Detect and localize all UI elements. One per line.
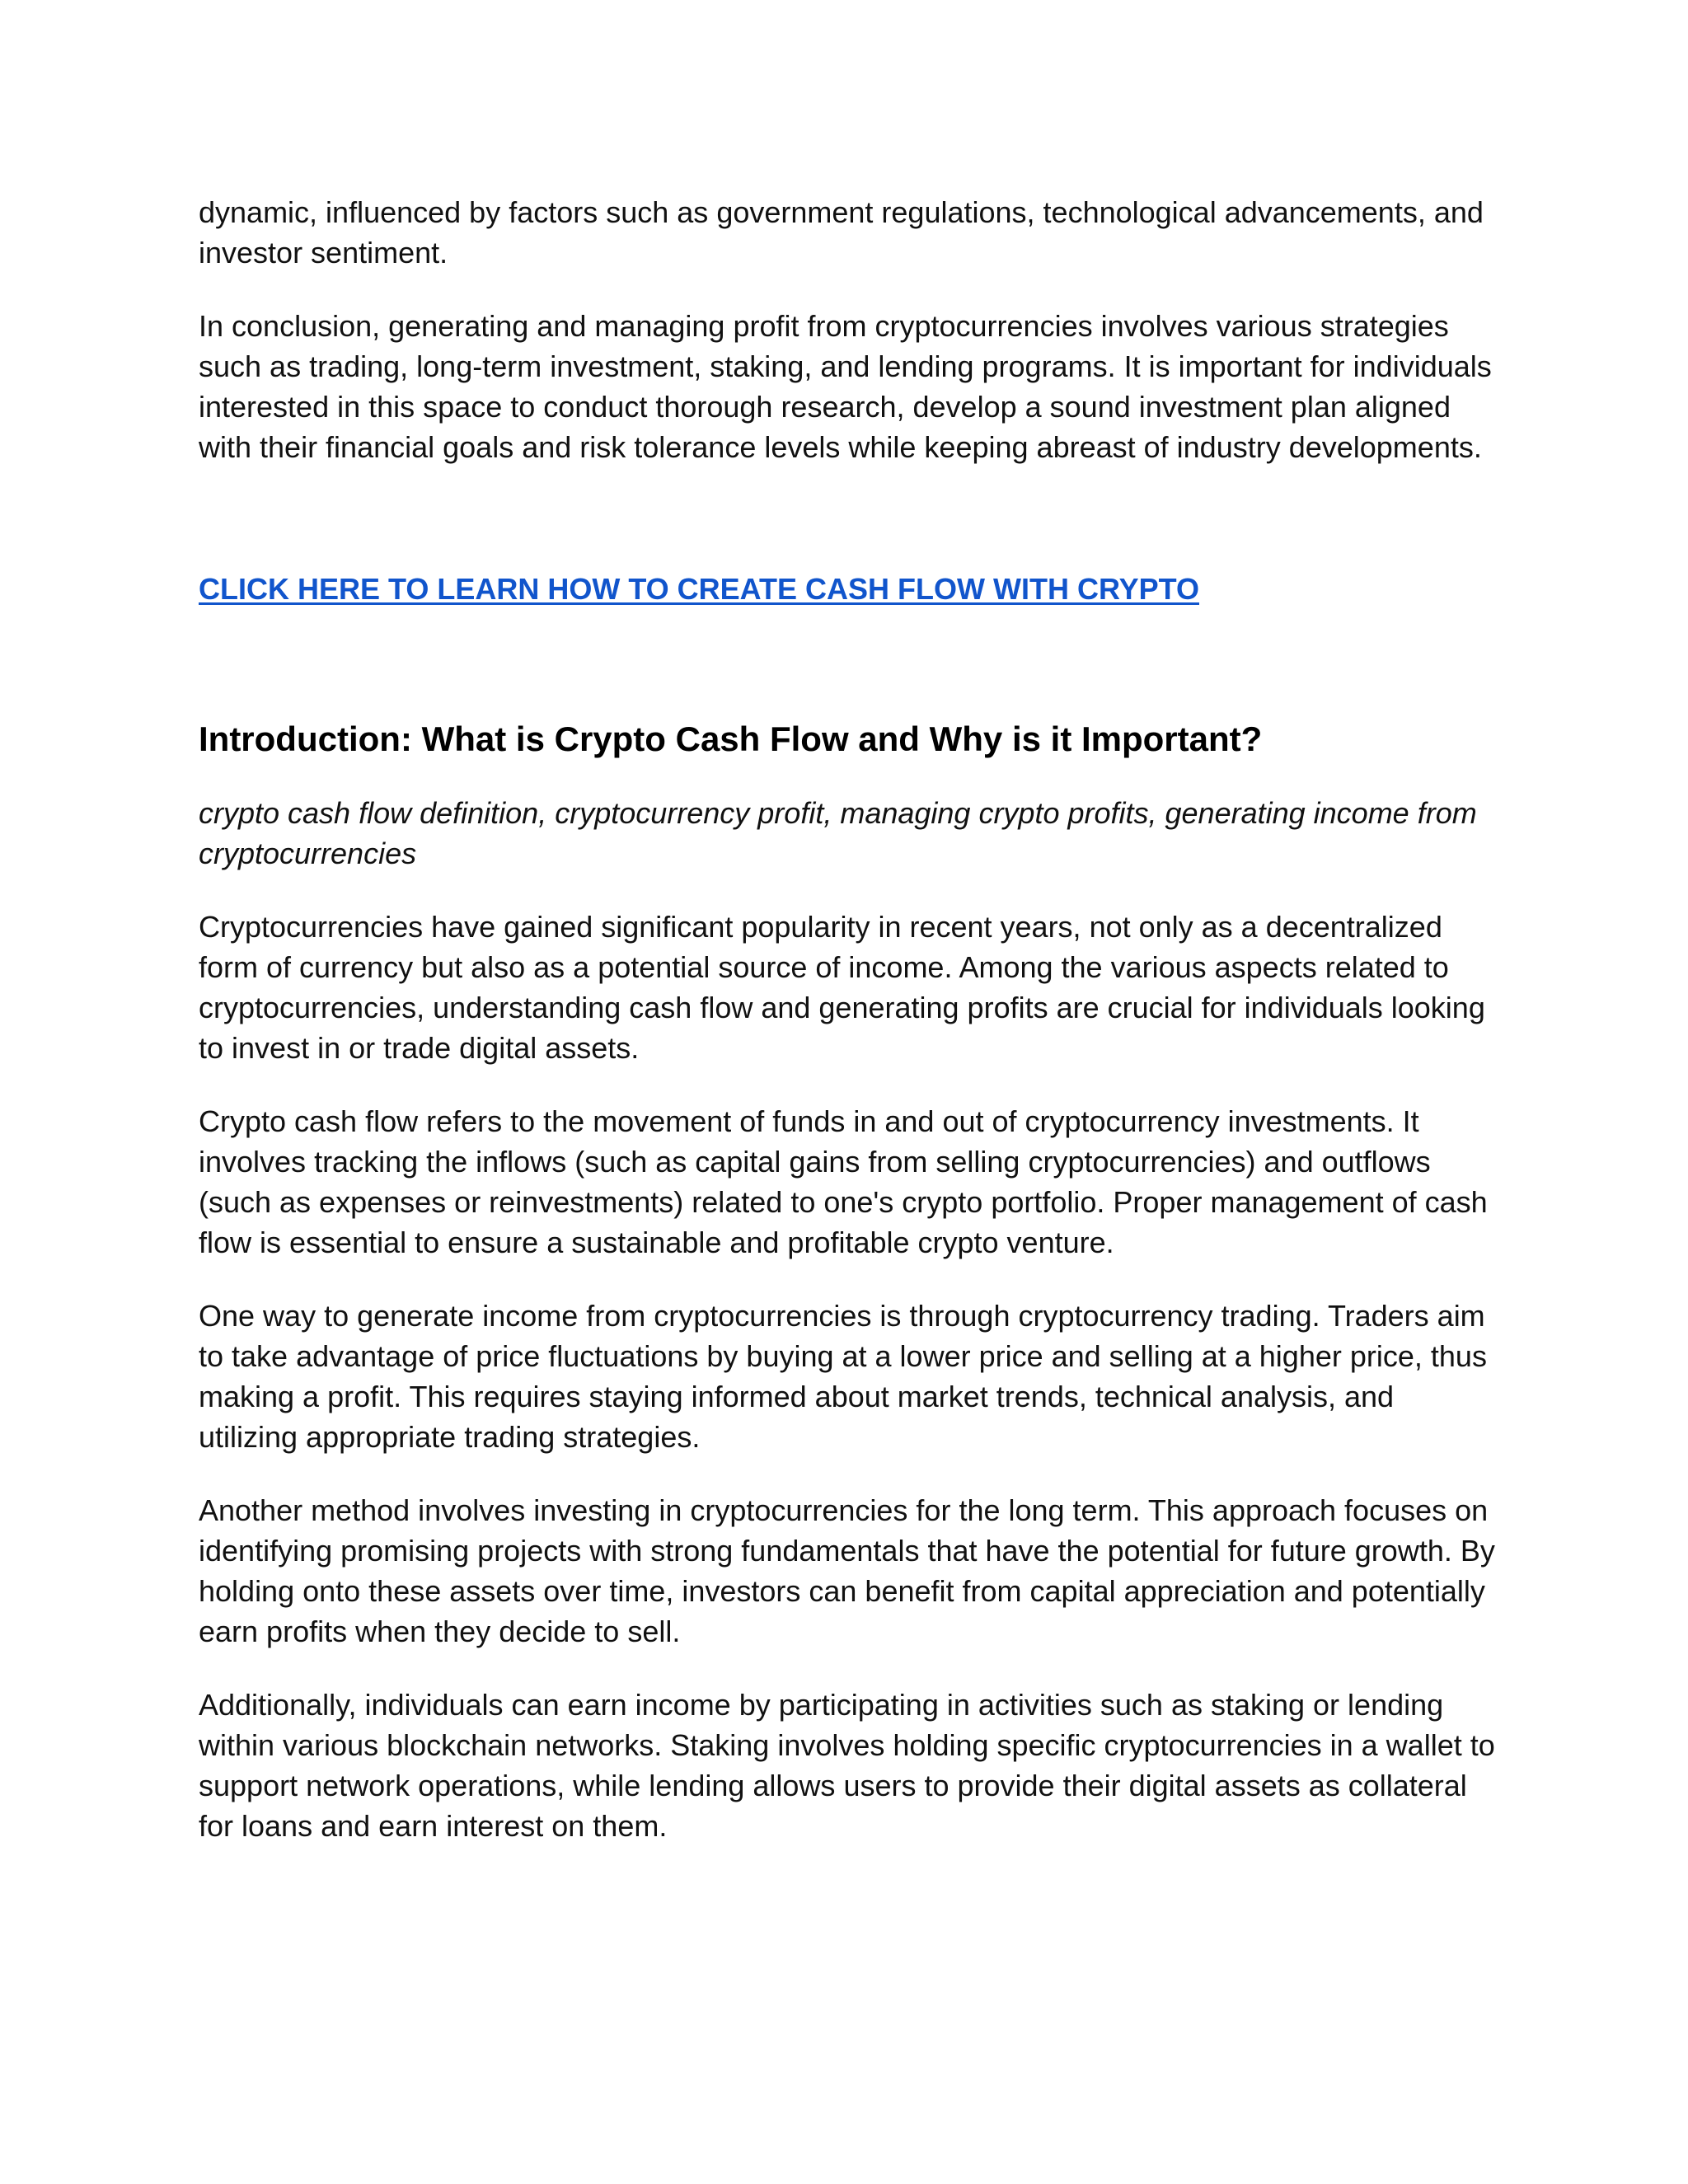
cta-link[interactable]: CLICK HERE TO LEARN HOW TO CREATE CASH FLOW WITH CRYPTO: [199, 572, 1199, 606]
paragraph-definition: Crypto cash flow refers to the movement of funds in and out of cryptocurrency investments. It involves tracking the inflows (such as capital gains from selling cryptocurrencies) and outflows (such as expenses or reinvestments) related to one's crypto portfolio. Proper management of cash flow is essential to ensure a sustainable and profitable crypto venture.: [199, 1104, 1488, 1259]
paragraph-trading: One way to generate income from cryptocurrencies is through cryptocurrency trading. Traders aim to take advantage of price fluctuations by buying at a lower price and selling at a higher price, thus making a profit. This requires staying informed about market trends, technical analysis, and utilizing appropriate trading strategies.: [199, 1299, 1487, 1454]
paragraph-intro: Cryptocurrencies have gained significant popularity in recent years, not only as a decentralized form of currency but also as a potential source of income. Among the various aspects related to cryptocurrencies, understanding cash flow and generating profits are crucial for individuals looking to invest in or trade digital assets.: [199, 910, 1485, 1065]
paragraph-conclusion: In conclusion, generating and managing profit from cryptocurrencies involves various strategies such as trading, long-term investment, staking, and lending programs. It is important for individuals interested in this space to conduct thorough research, develop a sound investment plan aligned with their financial goals and risk tolerance levels while keeping abreast of industry developments.: [199, 309, 1492, 464]
section-heading: Introduction: What is Crypto Cash Flow and Why is it Important?: [199, 719, 1263, 758]
paragraph-staking-lending: Additionally, individuals can earn income by participating in activities such as staking or lending within various blockchain networks. Staking involves holding specific cryptocurrencies in a wallet to support network operations, while lending allows users to provide their digital assets as collateral for loans and earn interest on them.: [199, 1688, 1495, 1843]
paragraph-top: dynamic, influenced by factors such as government regulations, technological advancements, and investor sentiment.: [199, 195, 1484, 269]
keywords-line: crypto cash flow definition, cryptocurrency profit, managing crypto profits, generating income from cryptocurrencies: [199, 796, 1477, 870]
cta-link-row: [199, 569, 1501, 609]
paragraph-long-term: Another method involves investing in cryptocurrencies for the long term. This approach focuses on identifying promising projects with strong fundamentals that have the potential for future growth. By holding onto these assets over time, investors can benefit from capital appreciation and potentially earn profits when they decide to sell.: [199, 1493, 1495, 1648]
document-body: [199, 192, 1501, 1846]
